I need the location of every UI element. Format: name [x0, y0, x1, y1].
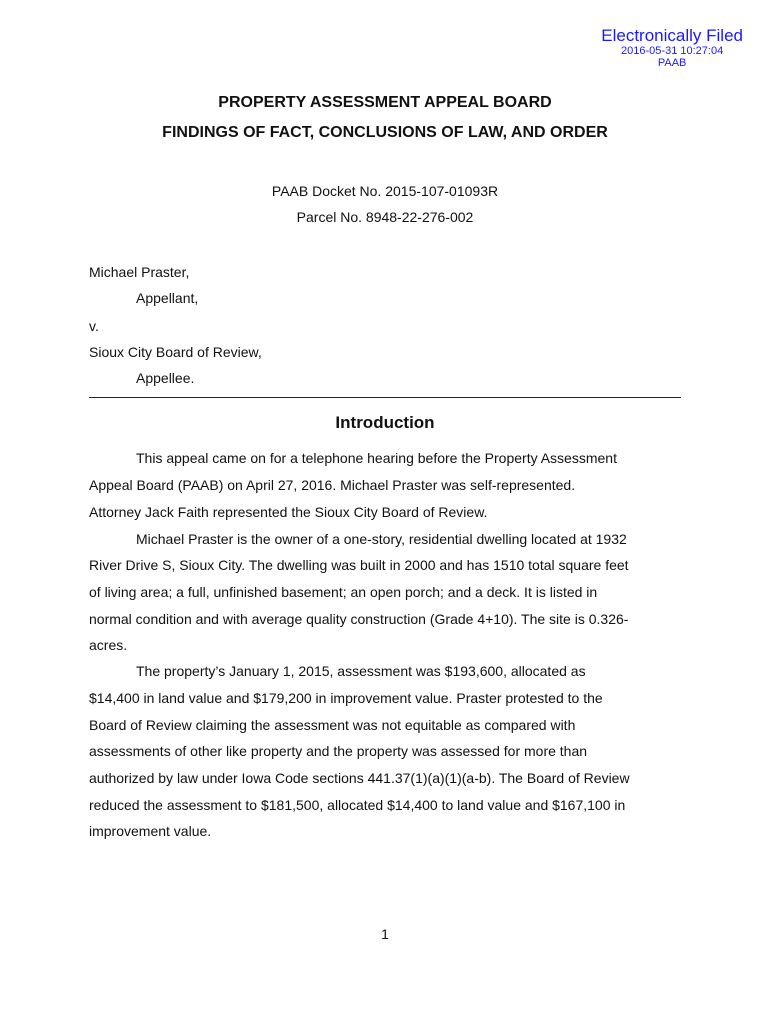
body-line: Appeal Board (PAAB) on April 27, 2016. Michael Praster was self-represented. [89, 477, 576, 493]
body-line: $14,400 in land value and $179,200 in improvement value. Praster protested to the [89, 690, 603, 706]
body-line: reduced the assessment to $181,500, allocated $14,400 to land value and $167,100 in [89, 797, 626, 813]
body-line: of living area; a full, unfinished basement; an open porch; and a deck. It is listed in [89, 584, 598, 600]
caption-divider [89, 397, 681, 398]
electronic-filing-stamp [601, 26, 743, 69]
appellee-role: Appellee. [136, 370, 195, 386]
section-heading-introduction: Introduction [335, 413, 435, 432]
versus-label: v. [89, 318, 99, 334]
body-line: The property’s January 1, 2015, assessment was $193,600, allocated as [136, 663, 586, 679]
body-line: Board of Review claiming the assessment was not equitable as compared with [89, 717, 576, 733]
filing-stamp-agency: PAAB [657, 57, 687, 69]
appellant-role: Appellant, [136, 290, 199, 306]
body-line: Michael Praster is the owner of a one-story, residential dwelling located at 1932 [136, 531, 627, 547]
body-line: River Drive S, Sioux City. The dwelling was built in 2000 and has 1510 total square feet [89, 557, 629, 573]
body-line: acres. [89, 637, 128, 653]
body-line: normal condition and with average quality construction (Grade 4+10). The site is 0.326- [89, 611, 629, 627]
parcel-number: Parcel No. 8948-22-276-002 [296, 209, 474, 225]
document-title: PROPERTY ASSESSMENT APPEAL BOARD [218, 94, 552, 111]
filing-stamp-timestamp: 2016-05-31 10:27:04 [621, 45, 724, 57]
document-subtitle: FINDINGS OF FACT, CONCLUSIONS OF LAW, AND ORDER [162, 124, 608, 141]
body-line: This appeal came on for a telephone hearing before the Property Assessment [136, 450, 617, 466]
docket-number: PAAB Docket No. 2015-107-01093R [271, 183, 499, 199]
appellee-name: Sioux City Board of Review, [89, 344, 262, 360]
appellant-name: Michael Praster, [89, 264, 190, 280]
body-line: improvement value. [89, 823, 212, 839]
page-number: 1 [381, 926, 389, 942]
filing-stamp-label: Electronically Filed [601, 26, 743, 45]
body-line: assessments of other like property and the property was assessed for more than [89, 743, 588, 759]
body-line: Attorney Jack Faith represented the Sioux City Board of Review. [89, 504, 488, 520]
body-line: authorized by law under Iowa Code sections 441.37(1)(a)(1)(a-b). The Board of Review [89, 770, 630, 786]
